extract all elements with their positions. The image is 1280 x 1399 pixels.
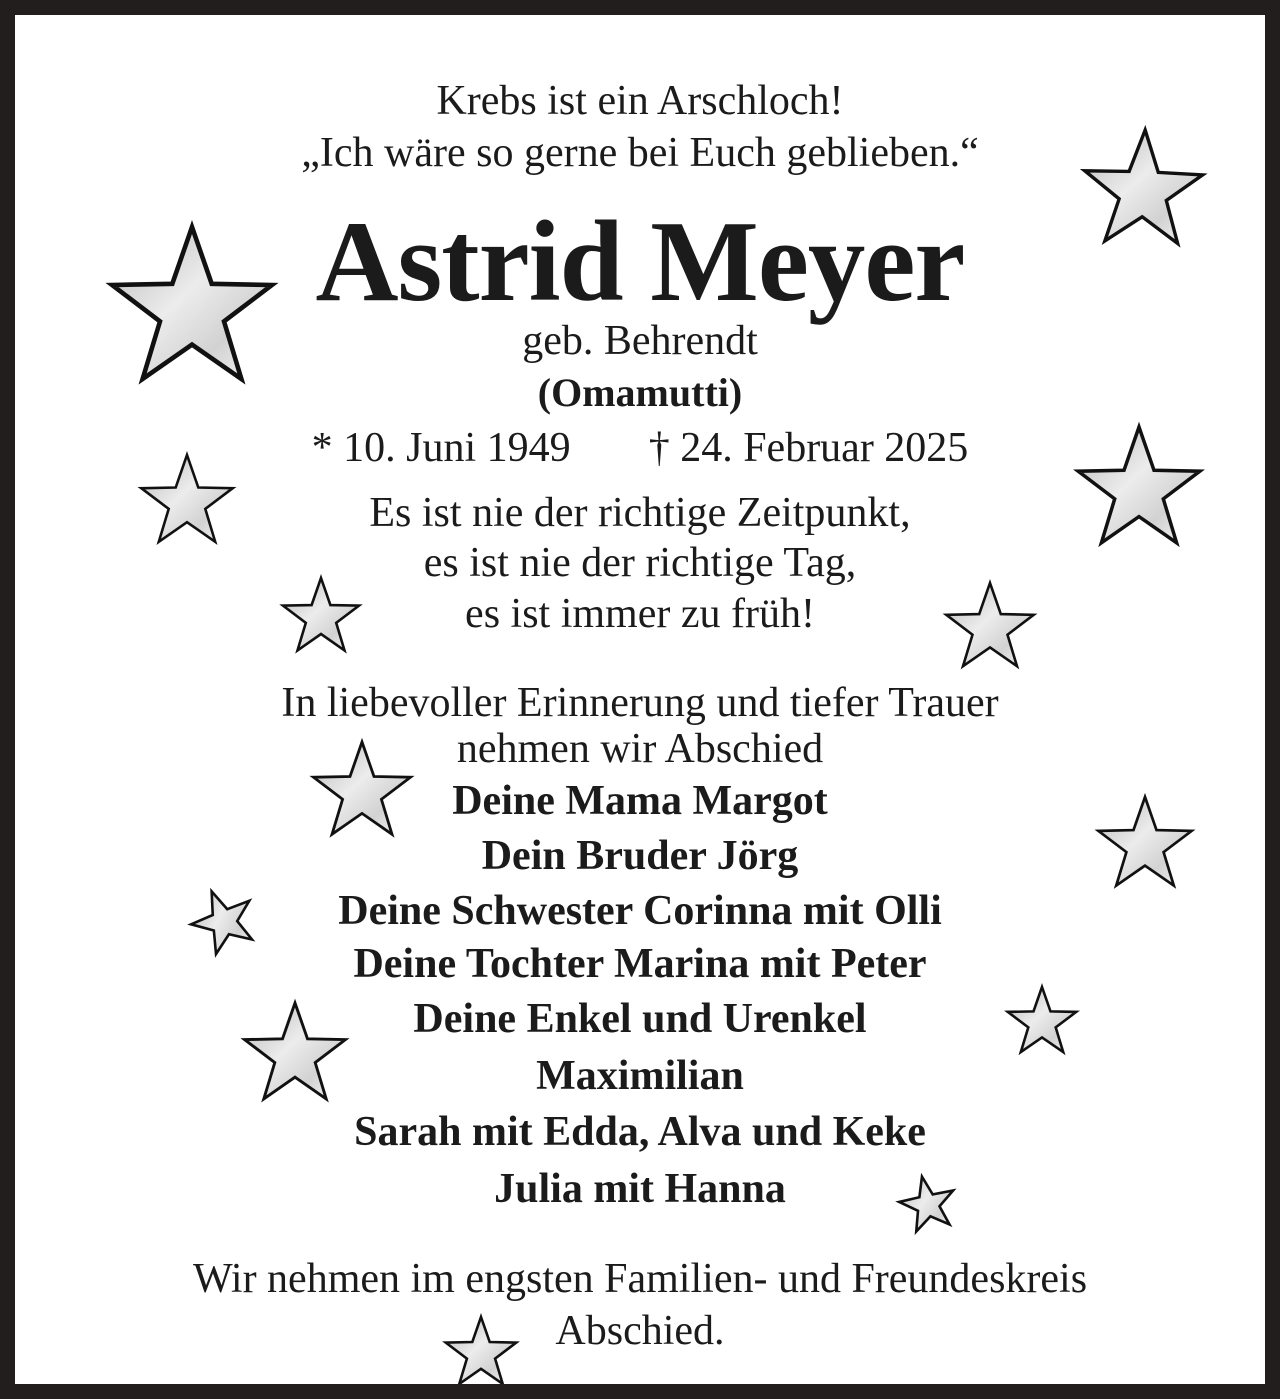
nickname: (Omamutti)	[537, 370, 743, 415]
poem-line: es ist immer zu früh!	[465, 591, 815, 637]
mourner-line: Sarah mit Edda, Alva und Keke	[354, 1109, 926, 1155]
poem-line: es ist nie der richtige Tag,	[423, 540, 857, 586]
mourning-intro-line: In liebevoller Erinnerung und tiefer Trauer	[281, 680, 999, 726]
header-quote: „Ich wäre so gerne bei Euch geblieben.“	[301, 130, 979, 176]
deceased-name: Astrid Meyer	[315, 198, 965, 325]
header-line-1: Krebs ist ein Arschloch!	[436, 78, 844, 124]
mourner-line: Dein Bruder Jörg	[481, 833, 799, 879]
mourner-line: Deine Schwester Corinna mit Olli	[338, 888, 942, 934]
closing-line: Abschied.	[555, 1308, 725, 1354]
mourner-line: Deine Tochter Marina mit Peter	[353, 941, 927, 987]
mourner-line: Maximilian	[536, 1053, 744, 1099]
birth-date: * 10. Juni 1949	[311, 425, 571, 471]
mourner-line: Julia mit Hanna	[494, 1166, 786, 1212]
death-date: † 24. Februar 2025	[648, 425, 969, 471]
mourner-line: Deine Enkel und Urenkel	[413, 996, 867, 1042]
mourning-intro-line: nehmen wir Abschied	[456, 726, 824, 772]
life-dates	[15, 423, 1265, 473]
poem-line: Es ist nie der richtige Zeitpunkt,	[369, 490, 911, 536]
birth-name: geb. Behrendt	[522, 318, 758, 364]
closing-line: Wir nehmen im engsten Familien- und Freundeskreis	[192, 1256, 1088, 1302]
mourner-line: Deine Mama Margot	[452, 778, 828, 824]
